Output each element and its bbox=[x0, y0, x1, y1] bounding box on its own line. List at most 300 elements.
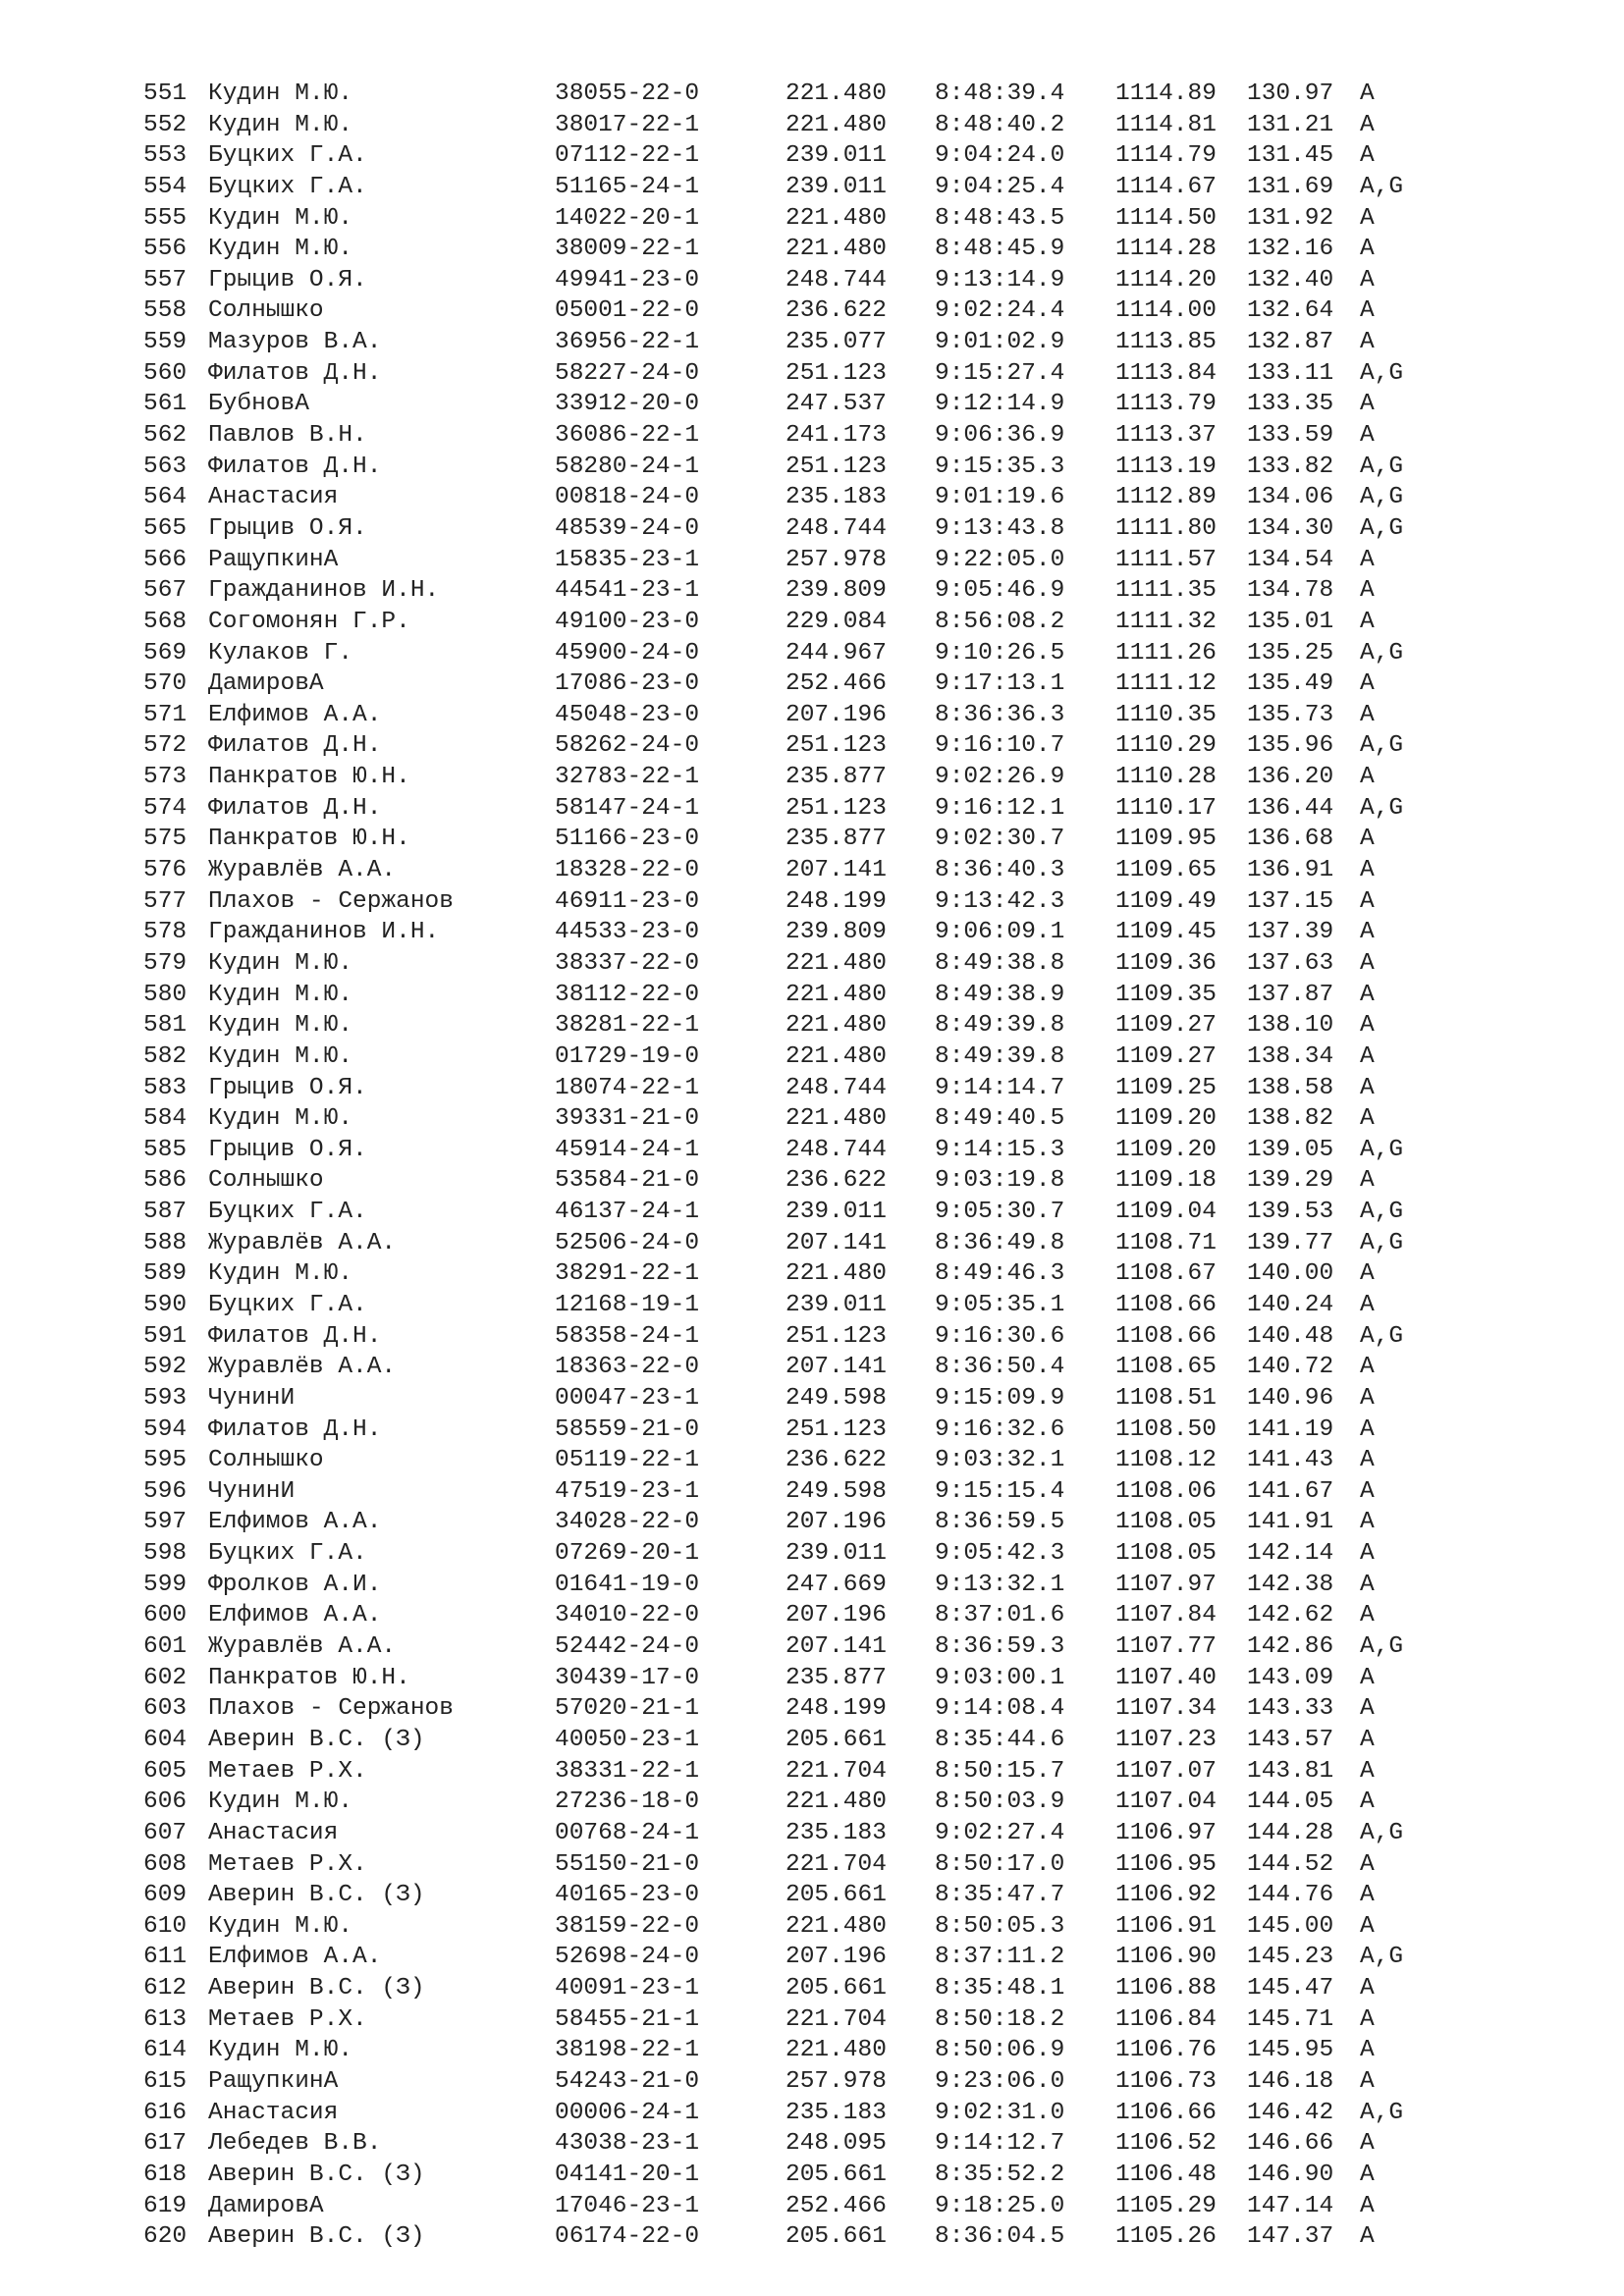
table-row bbox=[143, 948, 1518, 980]
points-cell: 132.87 bbox=[1247, 329, 1334, 356]
speed-cell: 1109.27 bbox=[1115, 1012, 1217, 1040]
table-row bbox=[143, 1507, 1518, 1538]
ring-number-cell: 07269-20-1 bbox=[555, 1540, 700, 1568]
distance-cell: 251.123 bbox=[785, 732, 887, 760]
speed-cell: 1108.05 bbox=[1115, 1540, 1217, 1568]
table-row bbox=[143, 295, 1518, 327]
table-row bbox=[143, 1818, 1518, 1849]
speed-cell: 1111.26 bbox=[1115, 639, 1217, 667]
place-number-cell: 583 bbox=[143, 1074, 188, 1101]
arrival-time-cell: 9:05:46.9 bbox=[935, 577, 1065, 605]
participant-name-cell: БубновА bbox=[208, 391, 309, 418]
arrival-time-cell: 8:36:36.3 bbox=[935, 701, 1065, 728]
place-number-cell: 609 bbox=[143, 1882, 188, 1909]
table-row bbox=[143, 668, 1518, 700]
table-row bbox=[143, 513, 1518, 545]
arrival-time-cell: 9:13:43.8 bbox=[935, 514, 1065, 542]
arrival-time-cell: 8:35:47.7 bbox=[935, 1882, 1065, 1909]
distance-cell: 207.141 bbox=[785, 1354, 887, 1381]
points-cell: 135.01 bbox=[1247, 608, 1334, 635]
participant-name-cell: Фролков А.И. bbox=[208, 1571, 382, 1598]
speed-cell: 1109.04 bbox=[1115, 1199, 1217, 1226]
arrival-time-cell: 9:16:10.7 bbox=[935, 732, 1065, 760]
participant-name-cell: Кудин М.Ю. bbox=[208, 1012, 353, 1040]
ring-number-cell: 58559-21-0 bbox=[555, 1415, 700, 1443]
speed-cell: 1107.23 bbox=[1115, 1726, 1217, 1753]
distance-cell: 221.480 bbox=[785, 111, 887, 138]
flags-cell: A,G bbox=[1360, 1199, 1404, 1226]
speed-cell: 1106.76 bbox=[1115, 2037, 1217, 2064]
table-row bbox=[143, 389, 1518, 420]
distance-cell: 248.744 bbox=[785, 514, 887, 542]
distance-cell: 239.011 bbox=[785, 142, 887, 170]
results-table bbox=[143, 79, 1518, 2253]
points-cell: 134.78 bbox=[1247, 577, 1334, 605]
distance-cell: 247.537 bbox=[785, 391, 887, 418]
ring-number-cell: 04141-20-1 bbox=[555, 2161, 700, 2188]
points-cell: 142.14 bbox=[1247, 1540, 1334, 1568]
ring-number-cell: 58455-21-1 bbox=[555, 2005, 700, 2033]
points-cell: 146.18 bbox=[1247, 2068, 1334, 2095]
speed-cell: 1111.12 bbox=[1115, 670, 1217, 698]
arrival-time-cell: 9:12:14.9 bbox=[935, 391, 1065, 418]
flags-cell: A bbox=[1360, 701, 1375, 728]
arrival-time-cell: 9:22:05.0 bbox=[935, 546, 1065, 573]
flags-cell: A bbox=[1360, 2161, 1375, 2188]
flags-cell: A,G bbox=[1360, 1322, 1404, 1350]
place-number-cell: 605 bbox=[143, 1757, 188, 1785]
distance-cell: 235.183 bbox=[785, 484, 887, 511]
points-cell: 139.05 bbox=[1247, 1136, 1334, 1163]
flags-cell: A bbox=[1360, 204, 1375, 232]
flags-cell: A bbox=[1360, 111, 1375, 138]
speed-cell: 1108.71 bbox=[1115, 1229, 1217, 1256]
place-number-cell: 555 bbox=[143, 204, 188, 232]
arrival-time-cell: 8:36:59.5 bbox=[935, 1509, 1065, 1536]
table-row bbox=[143, 1135, 1518, 1166]
speed-cell: 1107.97 bbox=[1115, 1571, 1217, 1598]
speed-cell: 1108.65 bbox=[1115, 1354, 1217, 1381]
points-cell: 140.48 bbox=[1247, 1322, 1334, 1350]
ring-number-cell: 47519-23-1 bbox=[555, 1477, 700, 1505]
speed-cell: 1106.90 bbox=[1115, 1944, 1217, 1971]
speed-cell: 1113.79 bbox=[1115, 391, 1217, 418]
place-number-cell: 578 bbox=[143, 919, 188, 946]
participant-name-cell: Аверин В.С. (З) bbox=[208, 2223, 425, 2251]
flags-cell: A bbox=[1360, 1571, 1375, 1598]
distance-cell: 207.141 bbox=[785, 1633, 887, 1661]
ring-number-cell: 46137-24-1 bbox=[555, 1199, 700, 1226]
points-cell: 143.81 bbox=[1247, 1757, 1334, 1785]
participant-name-cell: Журавлёв А.А. bbox=[208, 1354, 397, 1381]
participant-name-cell: Аверин В.С. (З) bbox=[208, 1726, 425, 1753]
place-number-cell: 577 bbox=[143, 887, 188, 915]
place-number-cell: 569 bbox=[143, 639, 188, 667]
participant-name-cell: Елфимов А.А. bbox=[208, 1602, 382, 1629]
arrival-time-cell: 9:02:27.4 bbox=[935, 1819, 1065, 1846]
participant-name-cell: Панкратов Ю.Н. bbox=[208, 1664, 410, 1691]
distance-cell: 236.622 bbox=[785, 1167, 887, 1195]
flags-cell: A bbox=[1360, 1105, 1375, 1133]
place-number-cell: 572 bbox=[143, 732, 188, 760]
flags-cell: A bbox=[1360, 2068, 1375, 2095]
participant-name-cell: Кудин М.Ю. bbox=[208, 236, 353, 263]
arrival-time-cell: 9:17:13.1 bbox=[935, 670, 1065, 698]
distance-cell: 239.011 bbox=[785, 173, 887, 200]
place-number-cell: 575 bbox=[143, 826, 188, 853]
points-cell: 143.33 bbox=[1247, 1695, 1334, 1723]
participant-name-cell: Кудин М.Ю. bbox=[208, 111, 353, 138]
table-row bbox=[143, 638, 1518, 669]
participant-name-cell: Филатов Д.Н. bbox=[208, 794, 382, 822]
distance-cell: 221.480 bbox=[785, 1012, 887, 1040]
table-row bbox=[143, 545, 1518, 576]
participant-name-cell: Солнышко bbox=[208, 1167, 324, 1195]
participant-name-cell: Анастасия bbox=[208, 1819, 339, 1846]
place-number-cell: 566 bbox=[143, 546, 188, 573]
speed-cell: 1113.19 bbox=[1115, 453, 1217, 480]
table-row bbox=[143, 2191, 1518, 2222]
distance-cell: 248.744 bbox=[785, 1074, 887, 1101]
ring-number-cell: 49100-23-0 bbox=[555, 608, 700, 635]
points-cell: 144.28 bbox=[1247, 1819, 1334, 1846]
place-number-cell: 597 bbox=[143, 1509, 188, 1536]
table-row bbox=[143, 1165, 1518, 1197]
table-row bbox=[143, 1228, 1518, 1259]
ring-number-cell: 30439-17-0 bbox=[555, 1664, 700, 1691]
speed-cell: 1114.79 bbox=[1115, 142, 1217, 170]
participant-name-cell: Кудин М.Ю. bbox=[208, 1912, 353, 1940]
place-number-cell: 567 bbox=[143, 577, 188, 605]
distance-cell: 235.877 bbox=[785, 1664, 887, 1691]
points-cell: 144.76 bbox=[1247, 1882, 1334, 1909]
table-row bbox=[143, 607, 1518, 638]
points-cell: 131.45 bbox=[1247, 142, 1334, 170]
table-row bbox=[143, 730, 1518, 762]
speed-cell: 1109.20 bbox=[1115, 1105, 1217, 1133]
points-cell: 145.47 bbox=[1247, 1975, 1334, 2002]
participant-name-cell: Гражданинов И.Н. bbox=[208, 919, 440, 946]
arrival-time-cell: 8:49:46.3 bbox=[935, 1260, 1065, 1288]
points-cell: 144.05 bbox=[1247, 1789, 1334, 1816]
participant-name-cell: Кудин М.Ю. bbox=[208, 80, 353, 107]
table-row bbox=[143, 886, 1518, 918]
points-cell: 141.91 bbox=[1247, 1509, 1334, 1536]
place-number-cell: 568 bbox=[143, 608, 188, 635]
arrival-time-cell: 9:02:26.9 bbox=[935, 764, 1065, 791]
participant-name-cell: Буцких Г.А. bbox=[208, 173, 367, 200]
ring-number-cell: 14022-20-1 bbox=[555, 204, 700, 232]
points-cell: 146.66 bbox=[1247, 2130, 1334, 2158]
flags-cell: A bbox=[1360, 236, 1375, 263]
flags-cell: A bbox=[1360, 981, 1375, 1008]
points-cell: 142.86 bbox=[1247, 1633, 1334, 1661]
ring-number-cell: 01641-19-0 bbox=[555, 1571, 700, 1598]
table-row bbox=[143, 1197, 1518, 1228]
participant-name-cell: Солнышко bbox=[208, 297, 324, 325]
ring-number-cell: 17046-23-1 bbox=[555, 2192, 700, 2219]
distance-cell: 249.598 bbox=[785, 1384, 887, 1412]
points-cell: 136.68 bbox=[1247, 826, 1334, 853]
place-number-cell: 602 bbox=[143, 1664, 188, 1691]
table-row bbox=[143, 2128, 1518, 2160]
participant-name-cell: Буцких Г.А. bbox=[208, 142, 367, 170]
place-number-cell: 571 bbox=[143, 701, 188, 728]
place-number-cell: 614 bbox=[143, 2037, 188, 2064]
speed-cell: 1108.06 bbox=[1115, 1477, 1217, 1505]
distance-cell: 239.809 bbox=[785, 577, 887, 605]
place-number-cell: 613 bbox=[143, 2005, 188, 2033]
speed-cell: 1107.77 bbox=[1115, 1633, 1217, 1661]
ring-number-cell: 46911-23-0 bbox=[555, 887, 700, 915]
flags-cell: A bbox=[1360, 1664, 1375, 1691]
table-row bbox=[143, 1445, 1518, 1476]
points-cell: 135.49 bbox=[1247, 670, 1334, 698]
points-cell: 141.43 bbox=[1247, 1447, 1334, 1474]
ring-number-cell: 44533-23-0 bbox=[555, 919, 700, 946]
speed-cell: 1105.29 bbox=[1115, 2192, 1217, 2219]
points-cell: 145.00 bbox=[1247, 1912, 1334, 1940]
speed-cell: 1111.80 bbox=[1115, 514, 1217, 542]
points-cell: 138.58 bbox=[1247, 1074, 1334, 1101]
distance-cell: 235.183 bbox=[785, 1819, 887, 1846]
ring-number-cell: 06174-22-0 bbox=[555, 2223, 700, 2251]
participant-name-cell: Грыцив О.Я. bbox=[208, 1074, 367, 1101]
table-row bbox=[143, 980, 1518, 1011]
flags-cell: A bbox=[1360, 826, 1375, 853]
points-cell: 140.24 bbox=[1247, 1291, 1334, 1318]
distance-cell: 248.744 bbox=[785, 266, 887, 294]
ring-number-cell: 51166-23-0 bbox=[555, 826, 700, 853]
arrival-time-cell: 9:01:02.9 bbox=[935, 329, 1065, 356]
distance-cell: 248.199 bbox=[785, 1695, 887, 1723]
ring-number-cell: 58262-24-0 bbox=[555, 732, 700, 760]
points-cell: 134.30 bbox=[1247, 514, 1334, 542]
speed-cell: 1106.91 bbox=[1115, 1912, 1217, 1940]
place-number-cell: 553 bbox=[143, 142, 188, 170]
arrival-time-cell: 8:48:45.9 bbox=[935, 236, 1065, 263]
distance-cell: 251.123 bbox=[785, 1322, 887, 1350]
table-row bbox=[143, 358, 1518, 390]
flags-cell: A bbox=[1360, 1540, 1375, 1568]
points-cell: 132.64 bbox=[1247, 297, 1334, 325]
ring-number-cell: 52442-24-0 bbox=[555, 1633, 700, 1661]
participant-name-cell: Буцких Г.А. bbox=[208, 1540, 367, 1568]
distance-cell: 205.661 bbox=[785, 1975, 887, 2002]
distance-cell: 221.704 bbox=[785, 2005, 887, 2033]
speed-cell: 1109.20 bbox=[1115, 1136, 1217, 1163]
table-row bbox=[143, 110, 1518, 141]
arrival-time-cell: 8:50:18.2 bbox=[935, 2005, 1065, 2033]
table-row bbox=[143, 2221, 1518, 2253]
points-cell: 139.29 bbox=[1247, 1167, 1334, 1195]
points-cell: 141.67 bbox=[1247, 1477, 1334, 1505]
participant-name-cell: Лебедев В.В. bbox=[208, 2130, 382, 2158]
distance-cell: 221.704 bbox=[785, 1757, 887, 1785]
ring-number-cell: 00768-24-1 bbox=[555, 1819, 700, 1846]
speed-cell: 1108.50 bbox=[1115, 1415, 1217, 1443]
ring-number-cell: 40091-23-1 bbox=[555, 1975, 700, 2002]
flags-cell: A bbox=[1360, 764, 1375, 791]
distance-cell: 251.123 bbox=[785, 1415, 887, 1443]
participant-name-cell: Филатов Д.Н. bbox=[208, 359, 382, 387]
arrival-time-cell: 8:49:38.9 bbox=[935, 981, 1065, 1008]
flags-cell: A bbox=[1360, 422, 1375, 450]
place-number-cell: 608 bbox=[143, 1850, 188, 1878]
speed-cell: 1110.17 bbox=[1115, 794, 1217, 822]
speed-cell: 1114.89 bbox=[1115, 80, 1217, 107]
participant-name-cell: ДамировА bbox=[208, 670, 324, 698]
speed-cell: 1108.05 bbox=[1115, 1509, 1217, 1536]
flags-cell: A bbox=[1360, 1012, 1375, 1040]
participant-name-cell: Аверин В.С. (З) bbox=[208, 1975, 425, 2002]
place-number-cell: 559 bbox=[143, 329, 188, 356]
distance-cell: 221.480 bbox=[785, 1260, 887, 1288]
flags-cell: A,G bbox=[1360, 794, 1404, 822]
place-number-cell: 594 bbox=[143, 1415, 188, 1443]
points-cell: 135.96 bbox=[1247, 732, 1334, 760]
table-row bbox=[143, 2098, 1518, 2129]
speed-cell: 1108.12 bbox=[1115, 1447, 1217, 1474]
table-row bbox=[143, 1041, 1518, 1073]
speed-cell: 1106.95 bbox=[1115, 1850, 1217, 1878]
distance-cell: 252.466 bbox=[785, 2192, 887, 2219]
arrival-time-cell: 9:23:06.0 bbox=[935, 2068, 1065, 2095]
arrival-time-cell: 8:48:40.2 bbox=[935, 111, 1065, 138]
participant-name-cell: Солнышко bbox=[208, 1447, 324, 1474]
arrival-time-cell: 9:16:32.6 bbox=[935, 1415, 1065, 1443]
points-cell: 147.14 bbox=[1247, 2192, 1334, 2219]
arrival-time-cell: 9:04:24.0 bbox=[935, 142, 1065, 170]
ring-number-cell: 38009-22-1 bbox=[555, 236, 700, 263]
arrival-time-cell: 8:35:44.6 bbox=[935, 1726, 1065, 1753]
distance-cell: 221.480 bbox=[785, 1912, 887, 1940]
arrival-time-cell: 8:50:05.3 bbox=[935, 1912, 1065, 1940]
points-cell: 132.16 bbox=[1247, 236, 1334, 263]
flags-cell: A bbox=[1360, 2192, 1375, 2219]
flags-cell: A bbox=[1360, 80, 1375, 107]
ring-number-cell: 18328-22-0 bbox=[555, 857, 700, 884]
flags-cell: A bbox=[1360, 1074, 1375, 1101]
speed-cell: 1109.65 bbox=[1115, 857, 1217, 884]
points-cell: 134.06 bbox=[1247, 484, 1334, 511]
ring-number-cell: 38017-22-1 bbox=[555, 111, 700, 138]
speed-cell: 1107.07 bbox=[1115, 1757, 1217, 1785]
speed-cell: 1107.40 bbox=[1115, 1664, 1217, 1691]
table-row bbox=[143, 1787, 1518, 1818]
place-number-cell: 581 bbox=[143, 1012, 188, 1040]
table-row bbox=[143, 1911, 1518, 1943]
ring-number-cell: 00006-24-1 bbox=[555, 2099, 700, 2126]
speed-cell: 1106.92 bbox=[1115, 1882, 1217, 1909]
table-row bbox=[143, 1973, 1518, 2004]
flags-cell: A bbox=[1360, 1354, 1375, 1381]
arrival-time-cell: 8:49:40.5 bbox=[935, 1105, 1065, 1133]
ring-number-cell: 48539-24-0 bbox=[555, 514, 700, 542]
participant-name-cell: Филатов Д.Н. bbox=[208, 453, 382, 480]
flags-cell: A bbox=[1360, 949, 1375, 977]
arrival-time-cell: 8:50:15.7 bbox=[935, 1757, 1065, 1785]
points-cell: 146.90 bbox=[1247, 2161, 1334, 2188]
arrival-time-cell: 8:48:43.5 bbox=[935, 204, 1065, 232]
speed-cell: 1112.89 bbox=[1115, 484, 1217, 511]
points-cell: 143.57 bbox=[1247, 1726, 1334, 1753]
place-number-cell: 590 bbox=[143, 1291, 188, 1318]
place-number-cell: 593 bbox=[143, 1384, 188, 1412]
distance-cell: 257.978 bbox=[785, 2068, 887, 2095]
ring-number-cell: 38112-22-0 bbox=[555, 981, 700, 1008]
participant-name-cell: Елфимов А.А. bbox=[208, 1509, 382, 1536]
points-cell: 145.71 bbox=[1247, 2005, 1334, 2033]
points-cell: 135.25 bbox=[1247, 639, 1334, 667]
table-row bbox=[143, 793, 1518, 825]
ring-number-cell: 00818-24-0 bbox=[555, 484, 700, 511]
distance-cell: 252.466 bbox=[785, 670, 887, 698]
table-row bbox=[143, 2004, 1518, 2036]
ring-number-cell: 40050-23-1 bbox=[555, 1726, 700, 1753]
table-row bbox=[143, 1321, 1518, 1353]
place-number-cell: 564 bbox=[143, 484, 188, 511]
ring-number-cell: 00047-23-1 bbox=[555, 1384, 700, 1412]
flags-cell: A bbox=[1360, 1912, 1375, 1940]
arrival-time-cell: 9:13:32.1 bbox=[935, 1571, 1065, 1598]
arrival-time-cell: 8:50:17.0 bbox=[935, 1850, 1065, 1878]
distance-cell: 205.661 bbox=[785, 1726, 887, 1753]
table-row bbox=[143, 1663, 1518, 1694]
points-cell: 133.59 bbox=[1247, 422, 1334, 450]
place-number-cell: 603 bbox=[143, 1695, 188, 1723]
distance-cell: 221.480 bbox=[785, 949, 887, 977]
participant-name-cell: Анастасия bbox=[208, 484, 339, 511]
place-number-cell: 599 bbox=[143, 1571, 188, 1598]
place-number-cell: 589 bbox=[143, 1260, 188, 1288]
arrival-time-cell: 9:15:27.4 bbox=[935, 359, 1065, 387]
ring-number-cell: 38291-22-1 bbox=[555, 1260, 700, 1288]
points-cell: 143.09 bbox=[1247, 1664, 1334, 1691]
distance-cell: 239.011 bbox=[785, 1540, 887, 1568]
arrival-time-cell: 8:48:39.4 bbox=[935, 80, 1065, 107]
points-cell: 131.69 bbox=[1247, 173, 1334, 200]
ring-number-cell: 57020-21-1 bbox=[555, 1695, 700, 1723]
place-number-cell: 586 bbox=[143, 1167, 188, 1195]
table-row bbox=[143, 79, 1518, 110]
participant-name-cell: Филатов Д.Н. bbox=[208, 1415, 382, 1443]
arrival-time-cell: 8:56:08.2 bbox=[935, 608, 1065, 635]
speed-cell: 1114.50 bbox=[1115, 204, 1217, 232]
table-row bbox=[143, 824, 1518, 855]
points-cell: 142.38 bbox=[1247, 1571, 1334, 1598]
ring-number-cell: 54243-21-0 bbox=[555, 2068, 700, 2095]
speed-cell: 1109.36 bbox=[1115, 949, 1217, 977]
distance-cell: 236.622 bbox=[785, 1447, 887, 1474]
arrival-time-cell: 9:03:32.1 bbox=[935, 1447, 1065, 1474]
ring-number-cell: 38055-22-0 bbox=[555, 80, 700, 107]
ring-number-cell: 32783-22-1 bbox=[555, 764, 700, 791]
place-number-cell: 557 bbox=[143, 266, 188, 294]
table-row bbox=[143, 420, 1518, 452]
distance-cell: 241.173 bbox=[785, 422, 887, 450]
distance-cell: 221.480 bbox=[785, 204, 887, 232]
ring-number-cell: 45048-23-0 bbox=[555, 701, 700, 728]
table-row bbox=[143, 1415, 1518, 1446]
speed-cell: 1114.28 bbox=[1115, 236, 1217, 263]
table-row bbox=[143, 1725, 1518, 1756]
flags-cell: A bbox=[1360, 1602, 1375, 1629]
participant-name-cell: Павлов В.Н. bbox=[208, 422, 367, 450]
flags-cell: A,G bbox=[1360, 173, 1404, 200]
participant-name-cell: Кудин М.Ю. bbox=[208, 1105, 353, 1133]
arrival-time-cell: 9:13:14.9 bbox=[935, 266, 1065, 294]
